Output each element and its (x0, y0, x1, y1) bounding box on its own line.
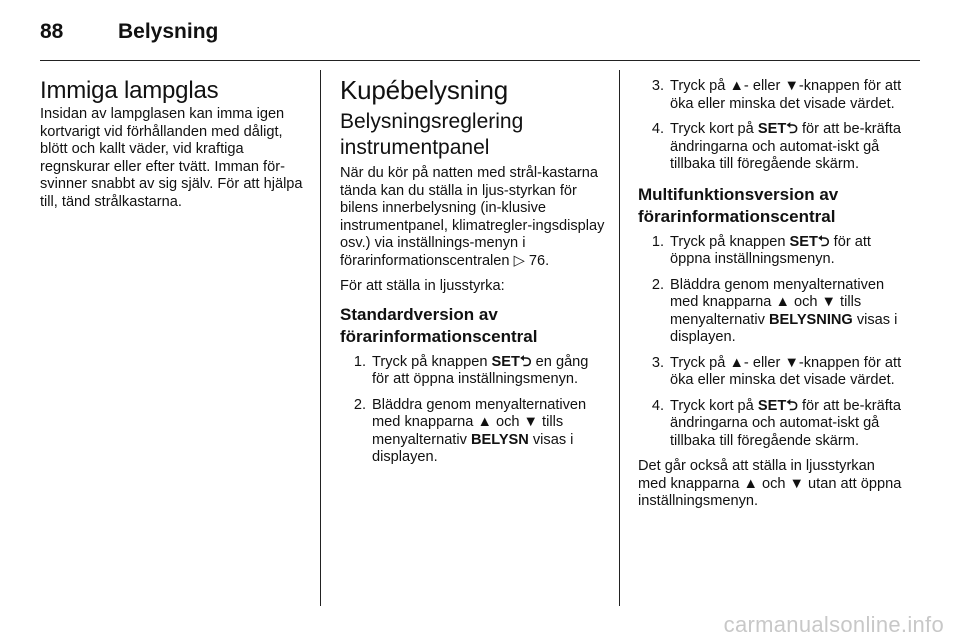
standard-steps-list-continued (638, 78, 904, 174)
paragraph-immiga: Insidan av lampglasen kan imma igen kortvarigt vid förhållanden med dåligt, blött och kallt väder, vid kraftiga regnskurar eller efter tvätt. Imman för-svinner snabbt av sig själv. För att hjälpa till, tänd strålkastarna. (40, 106, 303, 210)
page-reference: 76. (528, 252, 550, 269)
watermark: carmanualsonline.info (723, 612, 944, 637)
column-divider-1 (320, 70, 321, 606)
header-divider (40, 60, 920, 61)
subheading-belysningsreglering: Belysningsreglering instrumentpanel (340, 110, 524, 159)
return-arrow-icon: ⮌ (786, 397, 798, 414)
subheading-standardversion: Standardversion av förarinformationscentral (340, 304, 538, 346)
section-heading-kupebelysning: Kupébelysning (340, 75, 508, 105)
paragraph-intro: När du kör på natten med strål-kastarna tända kan du ställa in ljus-styrkan för bilens innerbelysning (in-klusive instrumentpanel, klimatregler-ingsdisplay osv.) via inställnings-menyn i förarinformationscentralen ▷ 76. (340, 165, 605, 269)
chapter-title: Belysning (118, 20, 219, 43)
paragraph-lead: För att ställa in ljusstyrka: (340, 278, 505, 294)
set-key-label: SET (757, 397, 787, 414)
page-reference-arrow-icon: ▷ (513, 252, 525, 269)
paragraph-closing: Det går också att ställa in ljusstyrkan med knapparna ▲ och ▼ utan att öppna inställningsmenyn. (638, 458, 902, 509)
column-divider-2 (619, 70, 620, 606)
standard-steps-list (340, 354, 606, 467)
list-item: 1. Tryck på knappen SET⮌ en gång för att öppna inställningsmenyn. (353, 353, 589, 387)
list-item: 1. Tryck på knappen SET⮌ för att öppna inställningsmenyn. (651, 233, 871, 267)
column-3 (638, 70, 904, 519)
set-key-label: SET (757, 121, 787, 137)
return-arrow-icon: ⮌ (786, 121, 798, 137)
list-item: 2. Bläddra genom menyalternativen med knapparna ▲ och ▼ tills menyalternativ BELYSN visas i displayen. (353, 396, 587, 465)
return-arrow-icon: ⮌ (519, 353, 532, 370)
section-heading-immiga-lampglas: Immiga lampglas (40, 77, 219, 104)
subheading-multifunktionsversion: Multifunktionsversion av förarinformationscentral (638, 184, 839, 226)
set-key-label: SET (789, 233, 818, 250)
page-header (40, 20, 218, 46)
menu-option-label: BELYSNING (768, 311, 853, 328)
return-arrow-icon: ⮌ (817, 233, 830, 250)
page-number: 88 (40, 20, 64, 43)
list-item: 4. Tryck kort på SET⮌ för att be-kräfta ändringarna och automat-iskt gå tillbaka till föregående skärm. (651, 397, 901, 449)
multifunction-steps-list (638, 234, 904, 451)
menu-option-label: BELYSN (470, 431, 529, 448)
list-item: 3. Tryck på ▲- eller ▼-knappen för att öka eller minska det visade värdet. (651, 78, 902, 112)
list-item: 2. Bläddra genom menyalternativen med knapparna ▲ och ▼ tills menyalternativ BELYSNING visas i displayen. (651, 276, 898, 345)
column-2 (340, 70, 606, 477)
list-item: 4. Tryck kort på SET⮌ för att be-kräfta ändringarna och automat-iskt gå tillbaka till föregående skärm. (651, 121, 901, 172)
column-1 (40, 70, 306, 219)
list-item: 3. Tryck på ▲- eller ▼-knappen för att öka eller minska det visade värdet. (651, 354, 902, 388)
set-key-label: SET (491, 353, 520, 370)
